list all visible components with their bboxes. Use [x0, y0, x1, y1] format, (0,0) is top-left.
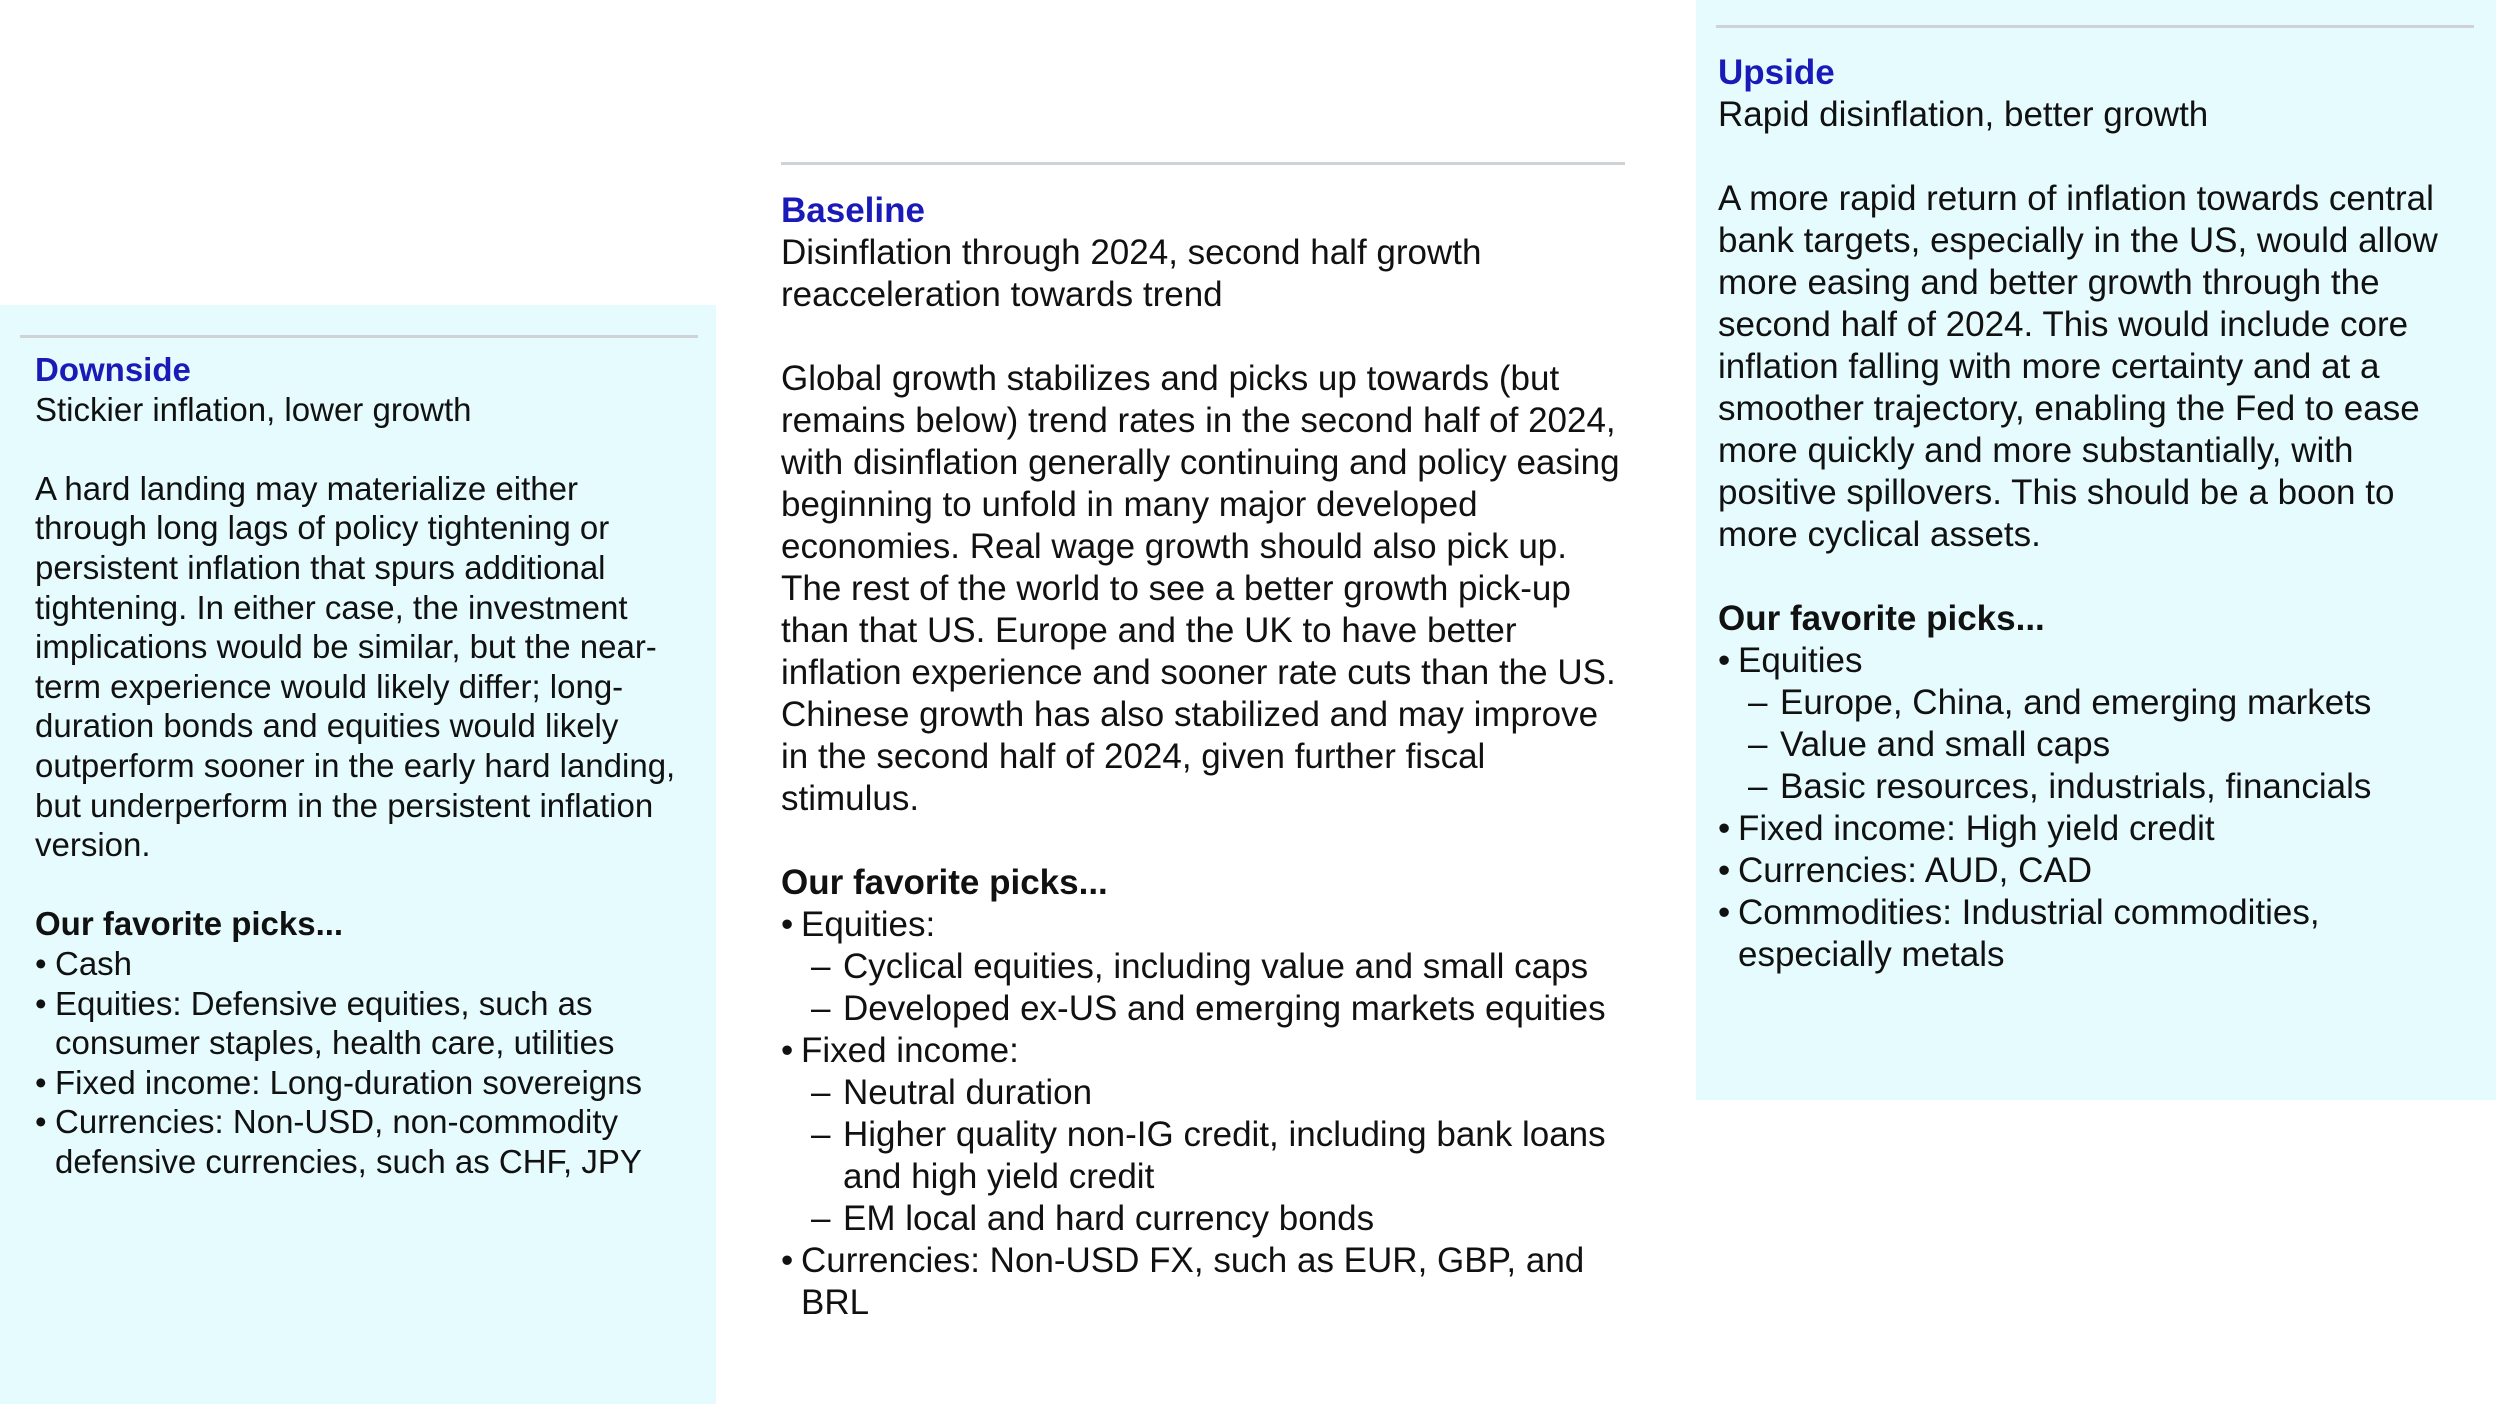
- baseline-subtitle: Disinflation through 2024, second half growth reacceleration towards trend: [781, 233, 1482, 314]
- upside-subtitle: Rapid disinflation, better growth: [1718, 95, 2209, 134]
- downside-body: A hard landing may materialize either through long lags of policy tightening or persistent inflation that spurs additional tightening. In either case, the investment implications would be similar, but the near-term experience would likely differ; long-duration bonds and equities would likely outperform sooner in the early hard landing, but underperform in the persistent inflation version.: [35, 469, 676, 864]
- downside-picks-list: [35, 944, 686, 1182]
- list-item: • Fixed income: High yield credit: [1718, 808, 2476, 850]
- list-item: – Europe, China, and emerging markets: [1748, 682, 2476, 724]
- baseline-picks-list: [781, 904, 1631, 1324]
- upside-picks-heading: Our favorite picks...: [1718, 599, 2045, 638]
- list-item: – Value and small caps: [1748, 724, 2476, 766]
- list-item: • Currencies: Non-USD, non-commodity defensive currencies, such as CHF, JPY: [35, 1102, 686, 1181]
- baseline-picks-fixed-income: Fixed income:: [801, 1031, 1019, 1070]
- upside-body: A more rapid return of inflation towards central bank targets, especially in the US, would allow more easing and better growth through the second half of 2024. This would include core inflation falling with more certainty and at a smoother trajectory, enabling the Fed to ease more quickly and more substantially, with positive spillovers. This should be a boon to more cyclical assets.: [1718, 179, 2438, 554]
- downside-subtitle: Stickier inflation, lower growth: [35, 390, 472, 428]
- list-item: • Equities: Defensive equities, such as consumer staples, health care, utilities: [35, 984, 686, 1063]
- downside-panel: [0, 305, 716, 1404]
- upside-panel: [1696, 0, 2496, 1100]
- list-item: • Fixed income: Long-duration sovereigns: [35, 1063, 686, 1103]
- list-item: • Currencies: Non-USD FX, such as EUR, GBP, and BRL: [781, 1240, 1631, 1324]
- upside-picks-list: [1718, 640, 2476, 976]
- baseline-picks-equities: Equities:: [801, 905, 936, 944]
- list-item: [1718, 640, 2476, 808]
- list-item: • Commodities: Industrial commodities, especially metals: [1718, 892, 2476, 976]
- downside-picks-heading: Our favorite picks...: [35, 905, 344, 943]
- downside-title: Downside: [35, 351, 191, 388]
- list-item: – Cyclical equities, including value and small caps: [811, 946, 1631, 988]
- list-item: [781, 904, 1631, 1030]
- list-item: – Higher quality non-IG credit, including bank loans and high yield credit: [811, 1114, 1631, 1198]
- upside-divider: [1716, 25, 2474, 28]
- upside-title: Upside: [1718, 53, 1835, 92]
- list-item: – Basic resources, industrials, financials: [1748, 766, 2476, 808]
- baseline-divider: [781, 162, 1625, 165]
- baseline-picks-heading: Our favorite picks...: [781, 863, 1108, 902]
- list-item: [781, 1030, 1631, 1240]
- list-item: • Currencies: AUD, CAD: [1718, 850, 2476, 892]
- baseline-panel: [781, 190, 1631, 1324]
- upside-picks-equities: Equities: [1738, 641, 1863, 680]
- baseline-title: Baseline: [781, 191, 925, 230]
- list-item: – Neutral duration: [811, 1072, 1631, 1114]
- list-item: • Cash: [35, 944, 686, 984]
- baseline-body: Global growth stabilizes and picks up towards (but remains below) trend rates in the second half of 2024, with disinflation generally continuing and policy easing beginning to unfold in many major developed economies. Real wage growth should also pick up. The rest of the world to see a better growth pick-up than that US. Europe and the UK to have better inflation experience and sooner rate cuts than the US. Chinese growth has also stabilized and may improve in the second half of 2024, given further fiscal stimulus.: [781, 359, 1620, 818]
- downside-divider: [20, 335, 698, 338]
- list-item: – EM local and hard currency bonds: [811, 1198, 1631, 1240]
- list-item: – Developed ex-US and emerging markets equities: [811, 988, 1631, 1030]
